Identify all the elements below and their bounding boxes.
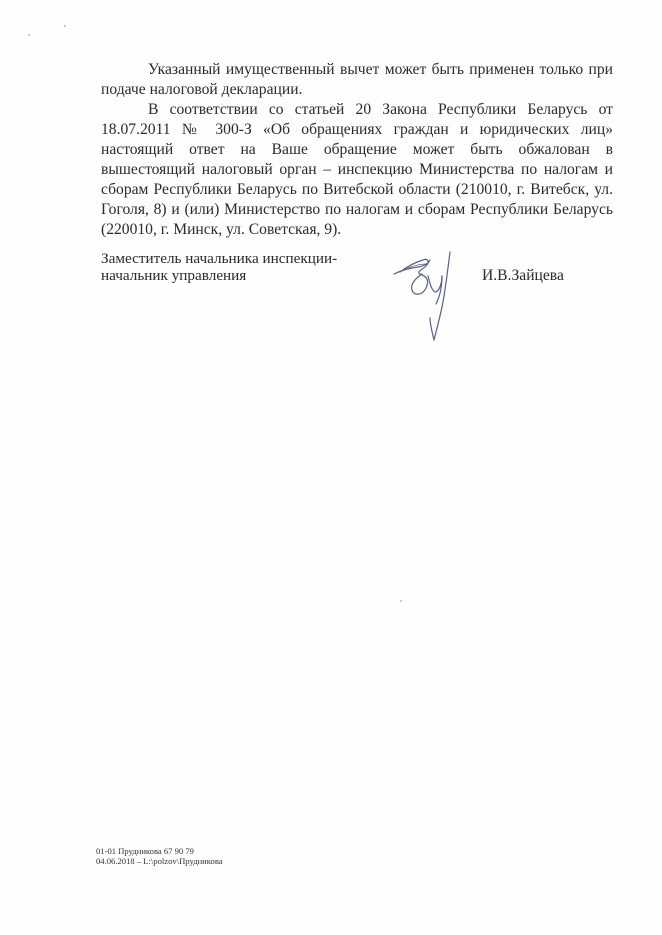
scan-speck [64,25,66,27]
signer-name: И.В.Зайцева [482,267,564,284]
paragraph-appeal: В соответствии со статьей 20 Закона Республики Беларусь от 18.07.2011 № 300-З «Об обращениях граждан и юридических лиц» настоящий ответ на Ваше обращение может быть обжалован в вышестоящий налоговый орган – инспекцию Министерства по налогам и сборам Республики Беларусь по Витебской области (210010, г. Витебск, ул. Гоголя, 8) и (или) Министерство по налогам и сборам Республики Беларусь (220010, г. Минск, ул. Советская, 9). [101,101,613,238]
letter-body [101,60,613,240]
signature-block [101,250,621,284]
paragraph-deduction: Указанный имущественный вычет может быть применен только при подаче налоговой декларации. [101,61,613,98]
footer-file-path: 04.06.2018 – L:\polzov\Прудникова [96,855,223,866]
handwritten-signature-icon [390,240,480,350]
signer-title-line-1: Заместитель начальника инспекции- [101,250,338,267]
scan-speck [400,600,402,602]
signer-title-line-2: начальник управления [101,267,247,284]
scan-speck [28,34,30,36]
footer-note [96,847,223,866]
footer-executor: 01-01 Прудникова 67 90 79 [96,846,194,856]
